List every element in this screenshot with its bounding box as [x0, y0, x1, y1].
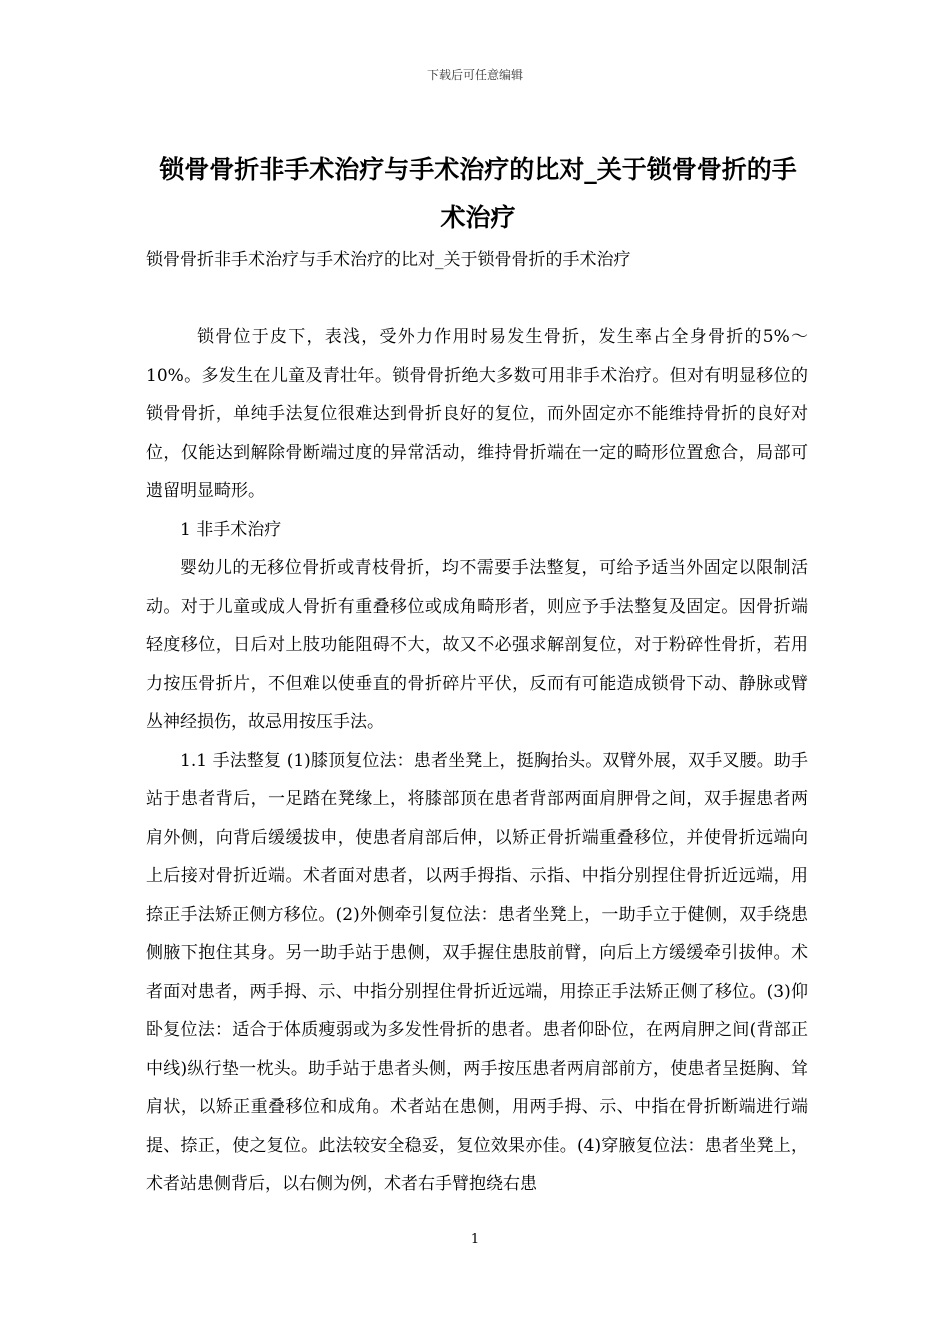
page-number: 1 [470, 1232, 480, 1247]
paragraph-nonsurgical: 婴幼儿的无移位骨折或青枝骨折，均不需要手法整复，可给予适当外固定以限制活动。对于儿童或成人骨折有重叠移位或成角畸形者，则应予手法整复及固定。因骨折端轻度移位，日后对上肢功能阻碍不大，故又不必强求解剖复位，对于粉碎性骨折，若用力按压骨折片，不但难以使垂直的骨折碎片平伏，反而有可能造成锁骨下动、静脉或臂丛神经损伤，故忌用按压手法。 [146, 558, 808, 732]
document-body [146, 318, 808, 1204]
document-title: 锁骨骨折非手术治疗与手术治疗的比对_关于锁骨骨折的手术治疗 [159, 155, 797, 232]
page-header: 下载后可任意编辑 [426, 68, 523, 82]
section-heading: 1 非手术治疗 [180, 519, 282, 540]
paragraph-manual-reduction: 1.1 手法整复 (1)膝顶复位法：患者坐凳上，挺胸抬头。双臂外展，双手叉腰。助手站于患者背后，一足踏在凳缘上，将膝部顶在患者背部两面肩胛骨之间，双手握患者两肩外侧，向背后缓缓拔申，使患者肩部后伸，以矫正骨折端重叠移位，并使骨折远端向上后接对骨折近端。术者面对患者，以两手拇指、示指、中指分别捏住骨折近远端，用捺正手法矫正侧方移位。(2)外侧牵引复位法：患者坐凳上，一助手立于健侧，双手绕患侧腋下抱住其身。另一助手站于患侧，双手握住患肢前臂，向后上方缓缓牵引拔伸。术者面对患者，两手拇、示、中指分别捏住骨折近远端，用捺正手法矫正侧了移位。(3)仰卧复位法：适合于体质瘦弱或为多发性骨折的患者。患者仰卧位，在两肩胛之间(背部正中线)纵行垫一枕头。助手站于患者头侧，两手按压患者两肩部前方，使患者呈挺胸、耸肩状，以矫正重叠移位和成角。术者站在患侧，用两手拇、示、中指在骨折断端进行端提、捺正，使之复位。此法较安全稳妥，复位效果亦佳。(4)穿腋复位法：患者坐凳上，术者站患侧背后，以右侧为例，术者右手臂抱绕右患 [146, 750, 808, 1194]
document-subtitle: 锁骨骨折非手术治疗与手术治疗的比对_关于锁骨骨折的手术治疗 [146, 250, 631, 270]
paragraph-intro: 锁骨位于皮下，表浅，受外力作用时易发生骨折，发生率占全身骨折的5%～10%。多发生在儿童及青壮年。锁骨骨折绝大多数可用非手术治疗。但对有明显移位的锁骨骨折，单纯手法复位很难达到骨折良好的复位，而外固定亦不能维持骨折的良好对位，仅能达到解除骨断端过度的异常活动，维持骨折端在一定的畸形位置愈合，局部可遗留明显畸形。 [146, 327, 808, 501]
